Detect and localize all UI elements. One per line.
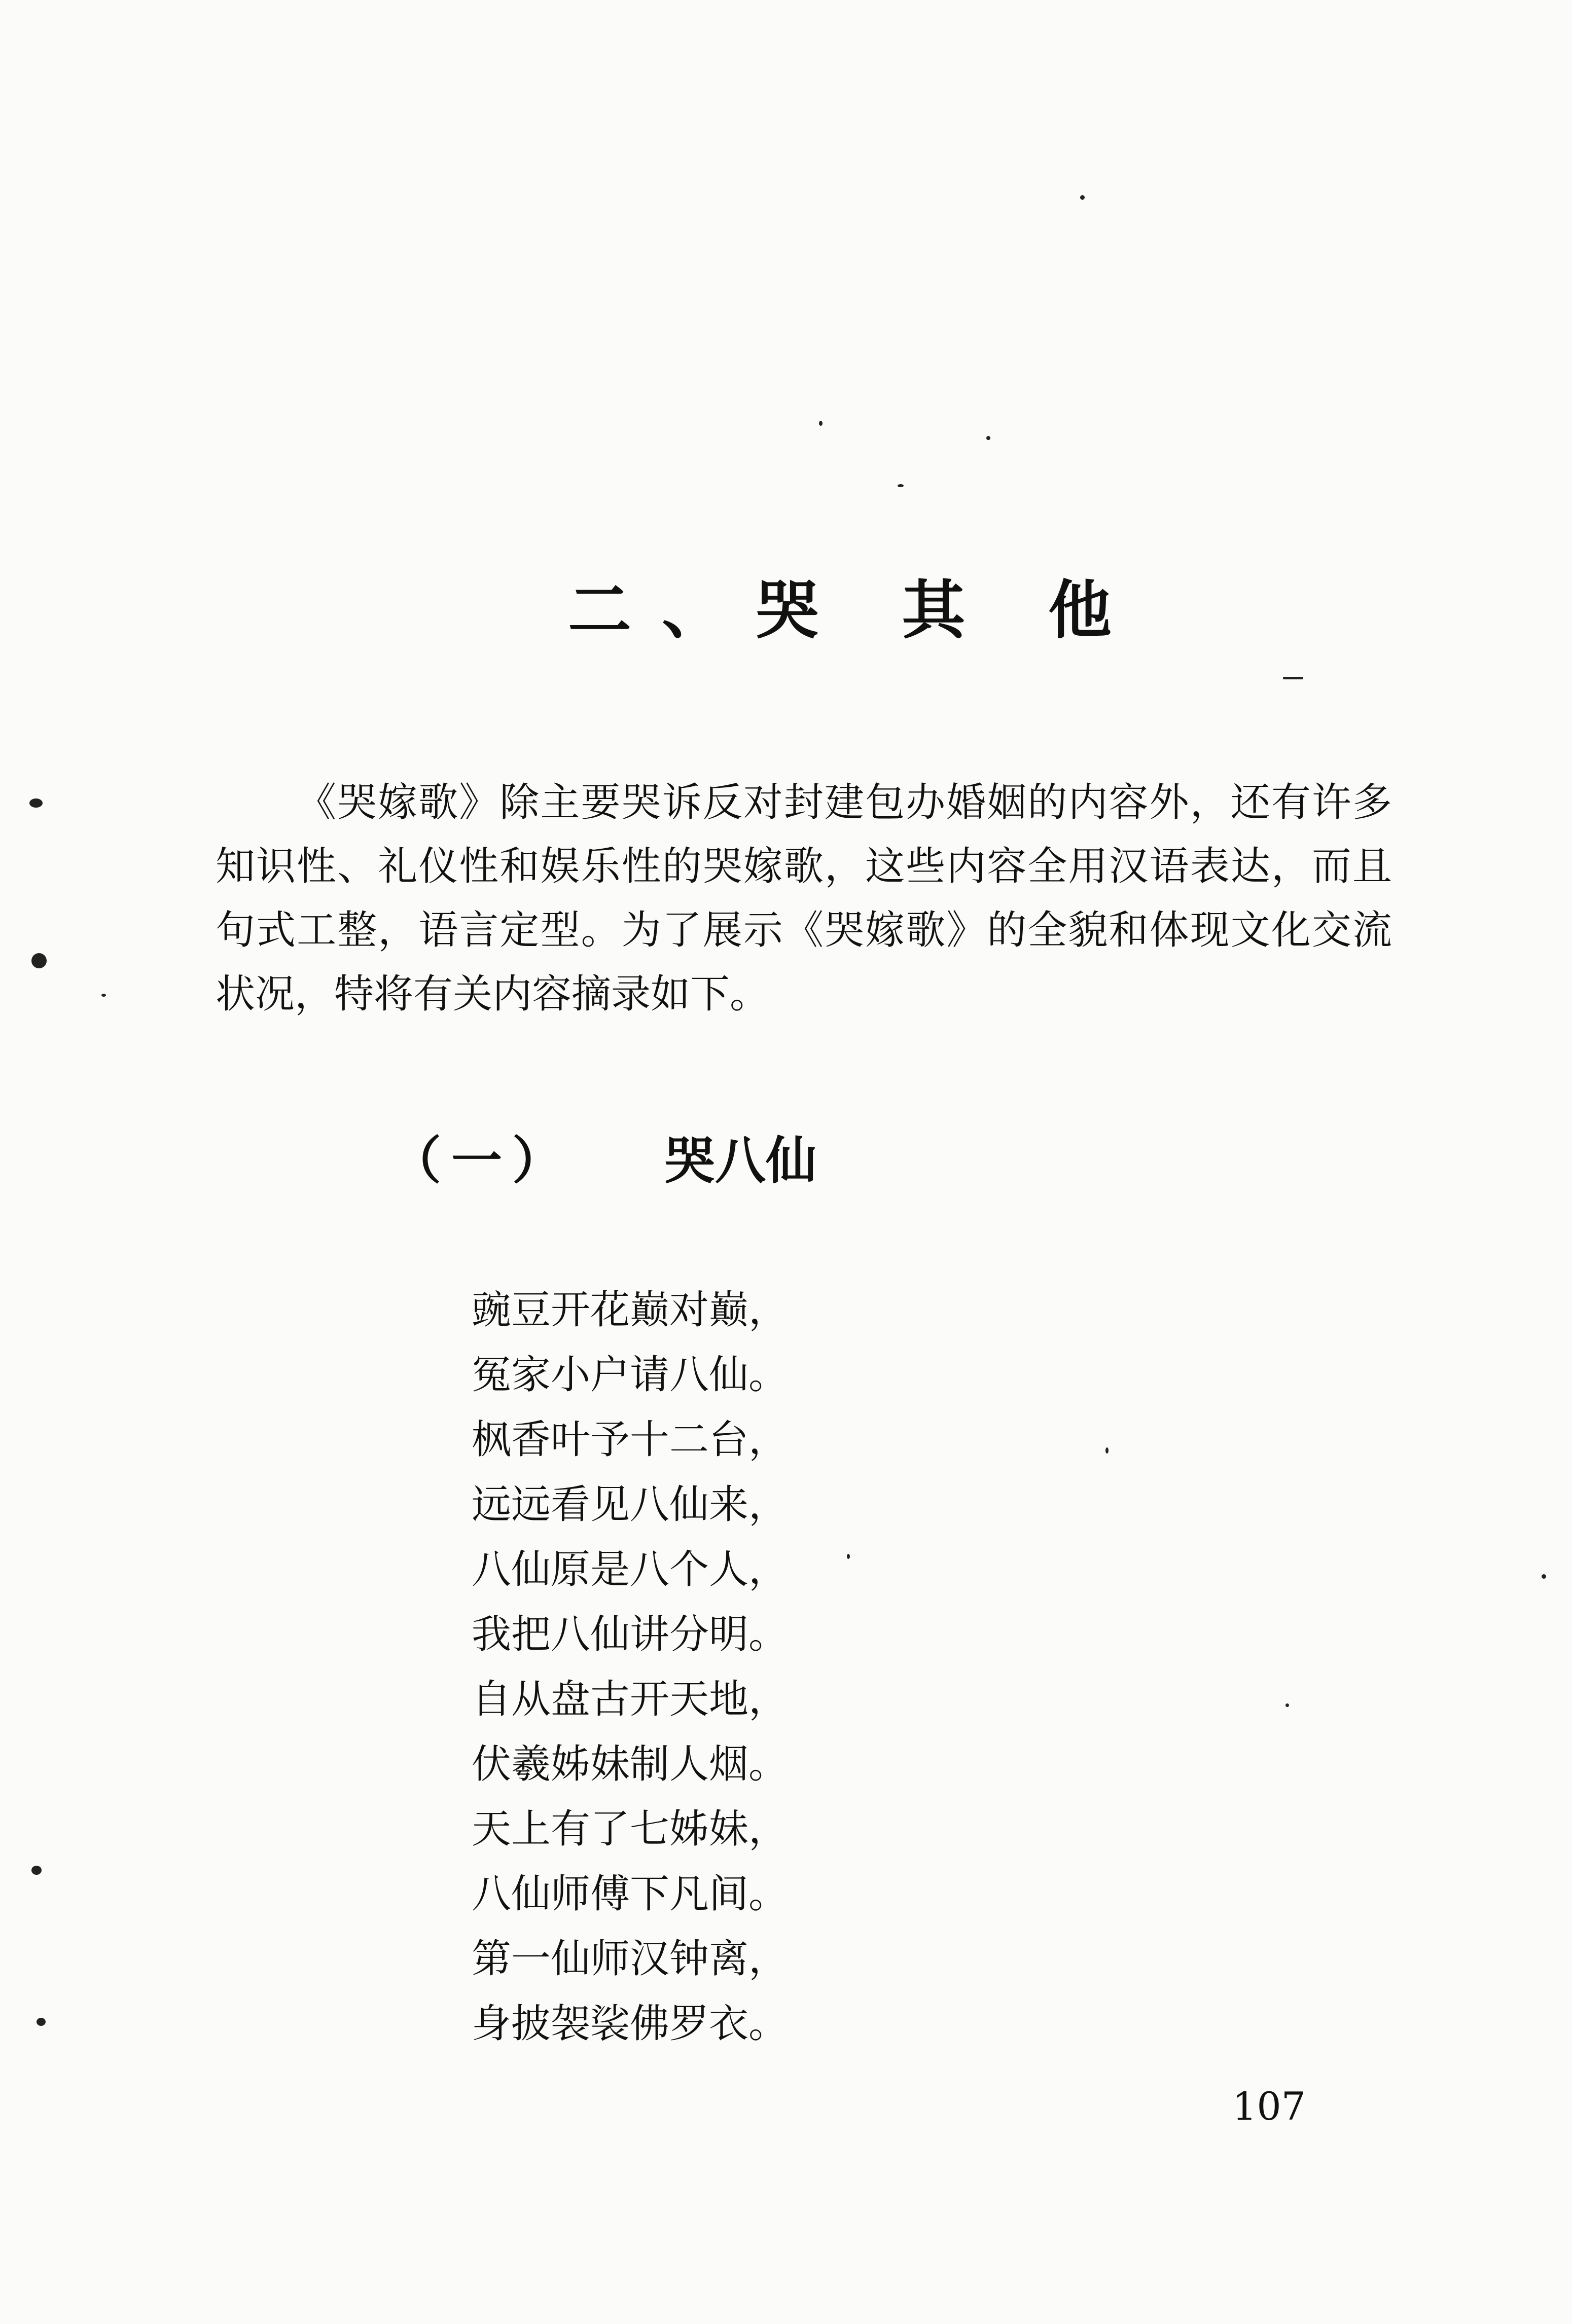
scan-speck (1105, 1447, 1109, 1454)
poem-line: 自从盘古开天地， (472, 1677, 789, 1722)
scan-speck (847, 1554, 850, 1559)
scan-speck (31, 1866, 42, 1875)
poem-line: 八仙师傅下凡间。 (472, 1871, 789, 1917)
subsection-number: （一） (390, 1131, 573, 1190)
poem-line: 冤家小户请八仙。 (472, 1352, 789, 1398)
scan-speck (898, 484, 904, 487)
scan-speck (1283, 677, 1303, 679)
scan-speck (819, 421, 823, 426)
scan-speck (986, 436, 990, 440)
subsection-heading (390, 1128, 816, 1194)
scan-speck (1285, 1703, 1289, 1707)
poem-line: 我把八仙讲分明。 (472, 1612, 789, 1657)
subsection-title: 哭八仙 (664, 1131, 816, 1190)
poem-line: 伏羲姊妹制人烟。 (472, 1741, 789, 1787)
poem-line: 豌豆开花巅对巅， (472, 1287, 789, 1333)
poem-line: 枫香叶予十二台， (472, 1417, 789, 1463)
scan-speck (31, 953, 47, 968)
poem-line: 第一仙师汉钟离， (472, 1936, 789, 1982)
scan-speck (29, 798, 43, 808)
intro-paragraph: 《哭嫁歌》除主要哭诉反对封建包办婚姻的内容外，还有许多知识性、礼仪性和娱乐性的哭嫁歌，这些内容全用汉语表达，而且句式工整，语言定型。为了展示《哭嫁歌》的全貌和体现文化交流状况，特将有关内容摘录如下。 (216, 780, 1392, 1017)
section-title: 二、哭 其 他 (568, 574, 1142, 647)
poem-line: 身披袈裟佛罗衣。 (472, 2001, 789, 2047)
poem (472, 1278, 788, 2056)
scan-speck (1542, 1574, 1546, 1579)
poem-line: 远远看见八仙来， (472, 1482, 789, 1528)
poem-line: 天上有了七姊妹， (472, 1806, 789, 1852)
scan-speck (37, 2018, 46, 2026)
page-number: 107 (1232, 2084, 1306, 2129)
scan-speck (1080, 195, 1085, 200)
scan-speck (101, 994, 106, 997)
poem-line: 八仙原是八个人， (472, 1547, 789, 1592)
